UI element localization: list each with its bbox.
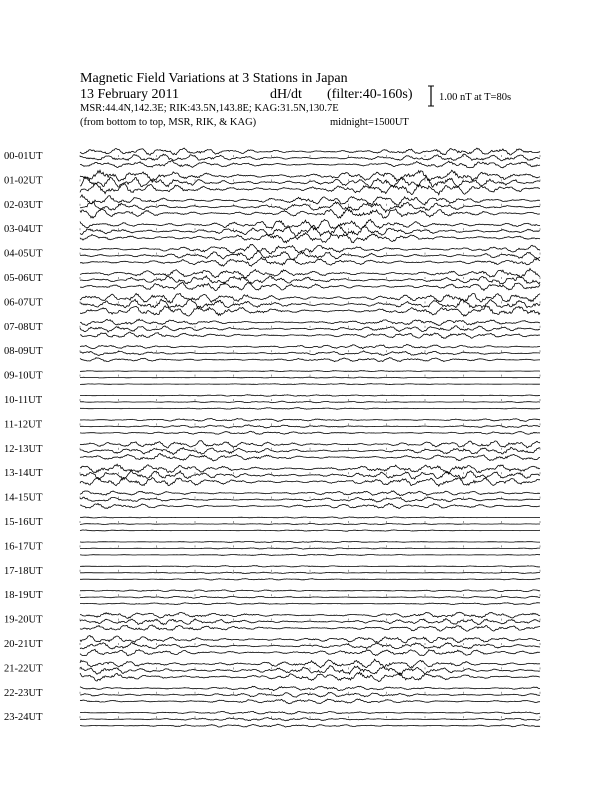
hour-row-label: 05-06UT bbox=[4, 273, 43, 284]
scale-bar-label: 1.00 nT at T=80s bbox=[439, 92, 512, 103]
trace-rik bbox=[80, 276, 540, 284]
hour-row bbox=[4, 686, 540, 704]
station-coordinates: MSR:44.4N,142.3E; RIK:43.5N,143.8E; KAG:31.5N,130.7E bbox=[80, 103, 339, 114]
trace-msr bbox=[80, 161, 540, 168]
hour-row bbox=[4, 344, 540, 361]
hour-row-label: 01-02UT bbox=[4, 175, 43, 187]
trace-rik bbox=[80, 202, 540, 212]
trace-kag bbox=[80, 195, 540, 205]
hour-row-label: 23-24UT bbox=[4, 712, 43, 724]
trace-msr bbox=[80, 257, 540, 266]
hour-row bbox=[4, 219, 540, 242]
trace-rik bbox=[80, 572, 540, 574]
trace-kag bbox=[80, 686, 540, 690]
trace-msr bbox=[80, 579, 540, 580]
trace-msr bbox=[80, 603, 540, 605]
hour-row bbox=[4, 441, 540, 461]
trace-msr bbox=[80, 332, 540, 338]
hour-row bbox=[4, 464, 540, 486]
trace-msr bbox=[80, 530, 540, 531]
trace-rik bbox=[80, 471, 540, 480]
hour-row-label: 18-19UT bbox=[4, 590, 43, 602]
trace-rik bbox=[80, 548, 540, 549]
trace-rik bbox=[80, 596, 540, 598]
trace-rik bbox=[80, 299, 540, 308]
hour-row-label: 08-09UT bbox=[4, 346, 43, 358]
hour-row-label: 21-22UT bbox=[4, 663, 43, 675]
trace-kag bbox=[80, 148, 540, 155]
trace-rik bbox=[80, 225, 540, 236]
hour-row-label: 03-04UT bbox=[4, 224, 43, 236]
hour-row bbox=[4, 711, 540, 727]
hour-row-label: 17-18UT bbox=[4, 565, 43, 577]
hour-row bbox=[4, 244, 540, 266]
hour-row-label: 16-17UT bbox=[4, 541, 43, 553]
hour-row-label: 13-14UT bbox=[4, 468, 43, 480]
hour-row-label: 19-20UT bbox=[4, 614, 43, 626]
trace-rik bbox=[80, 666, 540, 675]
trace-kag bbox=[80, 566, 540, 567]
trace-msr bbox=[80, 384, 540, 385]
trace-rik bbox=[80, 523, 540, 524]
trace-kag bbox=[80, 344, 540, 348]
hour-row-label: 20-21UT bbox=[4, 639, 43, 650]
trace-kag bbox=[80, 636, 540, 643]
hour-row-label: 10-11UT bbox=[4, 395, 43, 406]
trace-msr bbox=[80, 454, 540, 462]
hour-row-label: 00-01UT bbox=[4, 151, 43, 162]
trace-kag bbox=[80, 612, 540, 618]
hour-row bbox=[4, 319, 540, 338]
trace-msr bbox=[80, 183, 540, 195]
trace-msr bbox=[80, 209, 540, 219]
trace-msr bbox=[80, 503, 540, 508]
trace-msr bbox=[80, 699, 540, 704]
hour-row bbox=[4, 269, 540, 291]
trace-kag bbox=[80, 711, 540, 714]
trace-kag bbox=[80, 441, 540, 448]
hour-row-label: 12-13UT bbox=[4, 443, 43, 455]
trace-kag bbox=[80, 419, 540, 422]
trace-msr bbox=[80, 724, 540, 727]
hour-row-label: 22-23UT bbox=[4, 687, 43, 699]
trace-kag bbox=[80, 319, 540, 325]
hour-row bbox=[4, 590, 540, 605]
hour-row-label: 07-08UT bbox=[4, 321, 43, 333]
trace-msr bbox=[80, 358, 540, 362]
trace-kag bbox=[80, 590, 540, 592]
midnight-note: midnight=1500UT bbox=[330, 117, 409, 128]
trace-rik bbox=[80, 377, 540, 378]
hour-row-label: 15-16UT bbox=[4, 517, 43, 528]
trace-kag bbox=[80, 659, 540, 668]
hour-row-label: 14-15UT bbox=[4, 492, 43, 504]
hour-row-label: 02-03UT bbox=[4, 199, 43, 211]
trace-msr bbox=[80, 431, 540, 434]
hour-row-label: 04-05UT bbox=[4, 248, 43, 260]
hour-row-label: 09-10UT bbox=[4, 370, 43, 382]
hour-row bbox=[4, 659, 540, 681]
hour-row-label: 06-07UT bbox=[4, 297, 43, 309]
trace-kag bbox=[80, 395, 540, 397]
trace-kag bbox=[80, 269, 540, 279]
trace-msr bbox=[80, 649, 540, 656]
chart-quantity: dH/dt bbox=[270, 87, 302, 102]
hour-row bbox=[4, 395, 540, 410]
chart-date: 13 February 2011 bbox=[80, 87, 180, 102]
hour-row bbox=[4, 170, 540, 195]
chart-filter: (filter:40-160s) bbox=[327, 87, 413, 102]
hour-row bbox=[4, 612, 540, 631]
trace-kag bbox=[80, 491, 540, 496]
trace-msr bbox=[80, 554, 540, 555]
hour-row bbox=[4, 293, 540, 316]
hour-row-label: 11-12UT bbox=[4, 419, 43, 431]
trace-kag bbox=[80, 517, 540, 518]
trace-rik bbox=[80, 401, 540, 403]
hour-row bbox=[4, 195, 540, 218]
hour-row bbox=[4, 148, 540, 168]
hour-row bbox=[4, 566, 540, 580]
trace-msr bbox=[80, 408, 540, 410]
trace-kag bbox=[80, 541, 540, 542]
trace-msr bbox=[80, 478, 540, 487]
chart-title: Magnetic Field Variations at 3 Stations in Japan bbox=[80, 71, 348, 86]
trace-msr bbox=[80, 282, 540, 291]
trace-msr bbox=[80, 233, 540, 243]
hour-row bbox=[4, 517, 540, 531]
hour-row bbox=[4, 541, 540, 555]
hour-row bbox=[4, 371, 540, 385]
station-order-note: (from bottom to top, MSR, RIK, & KAG) bbox=[80, 117, 257, 128]
trace-msr bbox=[80, 672, 540, 682]
trace-msr bbox=[80, 306, 540, 316]
hour-row bbox=[4, 636, 540, 656]
scale-bar bbox=[428, 86, 434, 106]
trace-kag bbox=[80, 371, 540, 372]
hour-row bbox=[4, 491, 540, 509]
hour-row bbox=[4, 419, 540, 435]
trace-kag bbox=[80, 244, 540, 253]
trace-msr bbox=[80, 625, 540, 631]
trace-rik bbox=[80, 251, 540, 260]
